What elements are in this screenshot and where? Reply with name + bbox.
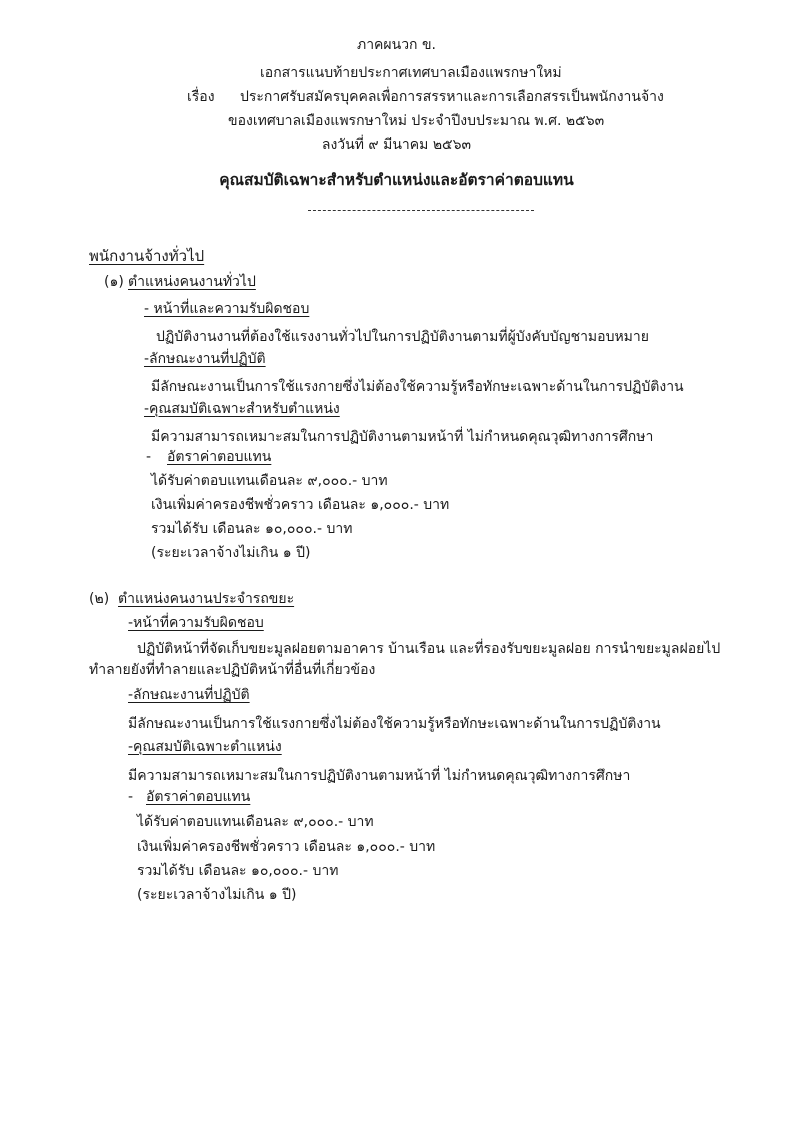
position-1-work-heading: -ลักษณะงานที่ปฏิบัติ [144, 351, 266, 367]
position-1-number: (๑) [104, 274, 124, 290]
position-1-pay-line-1: ได้รับค่าตอบแทนเดือนละ ๙,๐๐๐.- บาท [151, 473, 388, 489]
position-2-work-text: มีลักษณะงานเป็นการใช้แรงกายซึ่งไม่ต้องใช้ความรู้หรือทักษะเฉพาะด้านในการปฏิบัติงาน [128, 716, 661, 732]
position-1-duties-text: ปฏิบัติงานงานที่ต้องใช้แรงงานทั่วไปในการปฏิบัติงานตามที่ผู้บังคับบัญชามอบหมาย [156, 329, 649, 345]
position-2-pay-heading: อัตราค่าตอบแทน [146, 789, 251, 805]
subject-label: เรื่อง [187, 89, 215, 105]
position-1-work-text: มีลักษณะงานเป็นการใช้แรงกายซึ่งไม่ต้องใช้ความรู้หรือทักษะเฉพาะด้านในการปฏิบัติงาน [151, 379, 684, 395]
document-title: คุณสมบัติเฉพาะสำหรับตำแหน่งและอัตราค่าตอบแทน [219, 171, 574, 189]
position-1-pay-line-2: เงินเพิ่มค่าครองชีพชั่วคราว เดือนละ ๑,๐๐๐.- บาท [151, 497, 450, 513]
position-1-qualification-heading: -คุณสมบัติเฉพาะสำหรับตำแหน่ง [144, 401, 340, 417]
subject-line-2: ของเทศบาลเมืองแพรกษาใหม่ ประจำปีงบประมาณ พ.ศ. ๒๕๖๓ [228, 113, 605, 129]
announcement-date: ลงวันที่ ๙ มีนาคม ๒๕๖๓ [321, 137, 472, 153]
position-1-pay-line-3: รวมได้รับ เดือนละ ๑๐,๐๐๐.- บาท [151, 521, 353, 537]
position-1-pay-heading: อัตราค่าตอบแทน [167, 449, 272, 465]
position-2-duties-text-1: ปฏิบัติหน้าที่จัดเก็บขยะมูลฝอยตามอาคาร บ้านเรือน และที่รองรับขยะมูลฝอย การนำขยะมูลฝอยไป [137, 641, 721, 657]
position-2-pay-line-3: รวมได้รับ เดือนละ ๑๐,๐๐๐.- บาท [137, 863, 339, 879]
position-2-duties-text-2: ทำลายยังที่ทำลายและปฏิบัติหน้าที่อื่นที่เกี่ยวข้อง [89, 662, 376, 678]
position-2-pay-line-2: เงินเพิ่มค่าครองชีพชั่วคราว เดือนละ ๑,๐๐๐.- บาท [137, 839, 436, 855]
position-2-title: ตำแหน่งคนงานประจำรถขยะ [118, 591, 295, 607]
position-2-duties-heading: -หน้าที่ความรับผิดชอบ [128, 615, 264, 631]
position-1-title: ตำแหน่งคนงานทั่วไป [128, 274, 256, 290]
position-1-pay-dash: - [146, 449, 152, 465]
position-2-qualification-heading: -คุณสมบัติเฉพาะตำแหน่ง [128, 739, 282, 755]
section-heading: พนักงานจ้างทั่วไป [89, 247, 205, 265]
position-2-work-heading: -ลักษณะงานที่ปฏิบัติ [128, 687, 250, 703]
position-2-number: (๒) [89, 591, 110, 607]
position-2-pay-line-1: ได้รับค่าตอบแทนเดือนละ ๙,๐๐๐.- บาท [137, 814, 374, 830]
position-2-pay-dash: - [128, 789, 134, 805]
document-reference: เอกสารแนบท้ายประกาศเทศบาลเมืองแพรกษาใหม่ [260, 65, 562, 81]
title-divider [308, 210, 534, 211]
position-1-pay-line-4: (ระยะเวลาจ้างไม่เกิน ๑ ปี) [151, 545, 311, 561]
subject-line-1: ประกาศรับสมัครบุคคลเพื่อการสรรหาและการเลือกสรรเป็นพนักงานจ้าง [240, 89, 664, 105]
position-2-pay-line-4: (ระยะเวลาจ้างไม่เกิน ๑ ปี) [137, 887, 297, 903]
position-1-qualification-text: มีความสามารถเหมาะสมในการปฏิบัติงานตามหน้าที่ ไม่กำหนดคุณวุฒิทางการศึกษา [151, 429, 654, 445]
appendix-label: ภาคผนวก ข. [356, 37, 437, 53]
position-1-duties-heading: - หน้าที่และความรับผิดชอบ [144, 301, 310, 317]
position-2-qualification-text: มีความสามารถเหมาะสมในการปฏิบัติงานตามหน้าที่ ไม่กำหนดคุณวุฒิทางการศึกษา [128, 768, 631, 784]
